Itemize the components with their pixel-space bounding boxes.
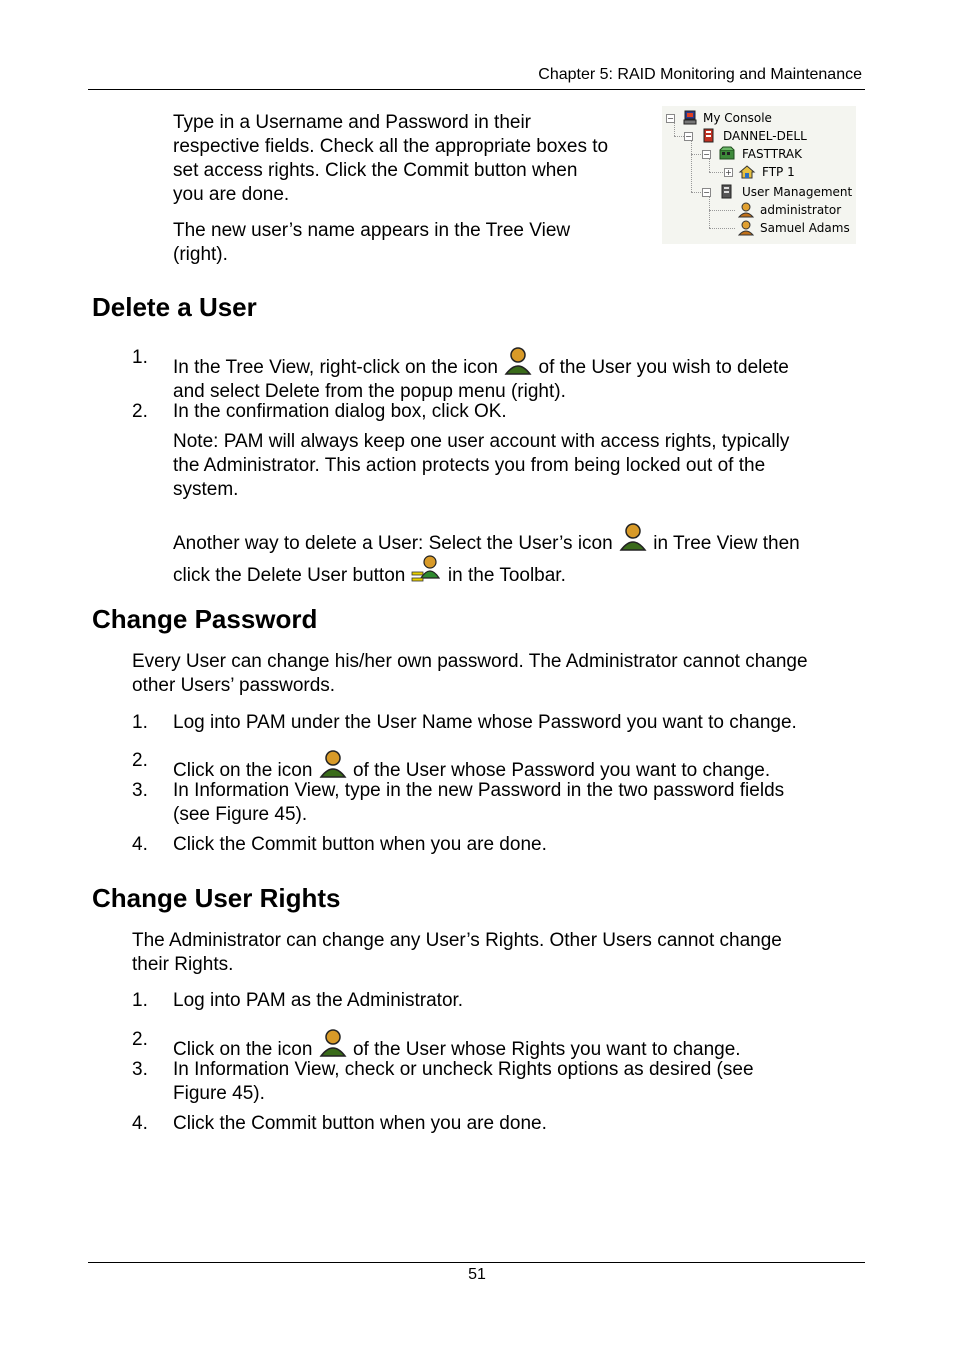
tree-node-label: FASTTRAK [742, 147, 803, 161]
step-text: In the Tree View, right-click on the icon [173, 357, 498, 378]
step-number: 2. [132, 401, 148, 422]
collapse-icon[interactable]: − [667, 114, 674, 123]
tree-connector [691, 192, 701, 193]
rights-step-2 [173, 1028, 741, 1062]
chapter-header: Chapter 5: RAID Monitoring and Maintenance [538, 66, 862, 83]
note-line: system. [173, 479, 239, 500]
collapse-icon[interactable]: − [685, 132, 692, 141]
step-number: 3. [132, 780, 148, 801]
password-step-4: Click the Commit button when you are done. [173, 834, 547, 855]
tree-node-label: FTP 1 [762, 165, 795, 179]
alt-text: in the Toolbar. [447, 565, 566, 586]
tree-node-label: My Console [703, 111, 772, 125]
intro-line: The new user’s name appears in the Tree View [173, 220, 571, 241]
rights-step-3 [173, 1058, 754, 1106]
delete-alternative-line-2 [173, 554, 566, 588]
intro-line: (right). [173, 244, 228, 265]
intro-line: The Administrator can change any User’s Rights. Other Users cannot change [132, 930, 782, 951]
rights-step-1: Log into PAM as the Administrator. [173, 990, 464, 1011]
tree-connector [691, 154, 701, 155]
delete-note [173, 430, 789, 502]
step-text: In Information View, type in the new Password in the two password fields [173, 780, 785, 801]
step-text: Click on the icon [173, 1039, 313, 1060]
step-text: of the User whose Rights you want to change. [352, 1039, 741, 1060]
delete-step-1 [173, 346, 789, 404]
tree-view-note [173, 219, 570, 267]
step-number: 4. [132, 834, 148, 855]
alt-text: click the Delete User button [173, 565, 406, 586]
note-line: the Administrator. This action protects you from being locked out of the [173, 455, 766, 476]
user-icon [503, 346, 533, 376]
step-number: 4. [132, 1113, 148, 1134]
step-number: 1. [132, 990, 148, 1011]
step-text: of the User whose Password you want to change. [352, 760, 771, 781]
tree-node-label: Samuel Adams [760, 221, 850, 235]
intro-paragraph [173, 111, 608, 207]
intro-line: other Users’ passwords. [132, 675, 336, 696]
step-number: 1. [132, 347, 148, 368]
alt-text: Another way to delete a User: Select the User’s icon [173, 533, 613, 554]
rights-step-4: Click the Commit button when you are done. [173, 1113, 547, 1134]
collapse-icon[interactable]: − [703, 188, 710, 197]
expand-icon[interactable]: + [725, 168, 732, 177]
console-icon [682, 110, 698, 126]
step-text: Click on the icon [173, 760, 313, 781]
step-number: 2. [132, 1029, 148, 1050]
intro-line: set access rights. Click the Commit button when [173, 160, 578, 181]
change-password-intro [132, 650, 808, 698]
intro-line: their Rights. [132, 954, 234, 975]
tree-connector [674, 136, 684, 137]
user-icon [738, 220, 754, 236]
password-step-1: Log into PAM under the User Name whose Password you want to change. [173, 712, 797, 733]
tree-connector [674, 122, 675, 136]
header-rule [88, 89, 865, 90]
delete-step-2: In the confirmation dialog box, click OK. [173, 401, 507, 422]
step-text: (see Figure 45). [173, 804, 308, 825]
section-heading-change-password: Change Password [92, 604, 318, 634]
intro-line: you are done. [173, 184, 290, 205]
tree-connector [709, 158, 710, 172]
note-line: Note: PAM will always keep one user account with access rights, typically [173, 431, 790, 452]
user-icon [318, 749, 348, 779]
tree-connector [709, 210, 735, 211]
tree-connector [709, 228, 735, 229]
tree-node-label: User Management [742, 185, 853, 199]
user-icon [738, 202, 754, 218]
collapse-icon[interactable]: − [703, 150, 710, 159]
change-rights-intro [132, 929, 782, 977]
user-icon [618, 522, 648, 552]
section-heading-delete-user: Delete a User [92, 292, 257, 322]
intro-line: respective fields. Check all the appropriate boxes to [173, 136, 609, 157]
computer-icon [700, 128, 716, 144]
alt-text: in Tree View then [653, 533, 800, 554]
user-icon [318, 1028, 348, 1058]
page-number: 51 [468, 1266, 486, 1283]
password-step-3 [173, 779, 784, 827]
intro-line: Type in a Username and Password in their [173, 112, 532, 133]
step-number: 1. [132, 712, 148, 733]
password-step-2 [173, 749, 770, 783]
tree-node-label: administrator [760, 203, 842, 217]
delete-user-icon [411, 554, 443, 584]
tree-connector [709, 172, 723, 173]
step-number: 3. [132, 1059, 148, 1080]
tree-view [662, 106, 856, 244]
step-text: of the User you wish to delete [538, 357, 789, 378]
step-text: and select Delete from the popup menu (right). [173, 381, 566, 402]
section-heading-change-user-rights: Change User Rights [92, 883, 341, 913]
step-text: In Information View, check or uncheck Rights options as desired (see [173, 1059, 754, 1080]
user-management-icon [718, 184, 734, 200]
tree-node-label: DANNEL-DELL [723, 129, 807, 143]
intro-line: Every User can change his/her own password. The Administrator cannot change [132, 651, 808, 672]
delete-alternative-line-1 [173, 522, 800, 556]
step-text: Figure 45). [173, 1083, 265, 1104]
footer-rule [88, 1262, 865, 1263]
network-icon [738, 164, 756, 180]
raid-controller-icon [718, 146, 736, 162]
tree-connector [691, 140, 692, 192]
tree-connector [709, 196, 710, 228]
step-number: 2. [132, 750, 148, 771]
